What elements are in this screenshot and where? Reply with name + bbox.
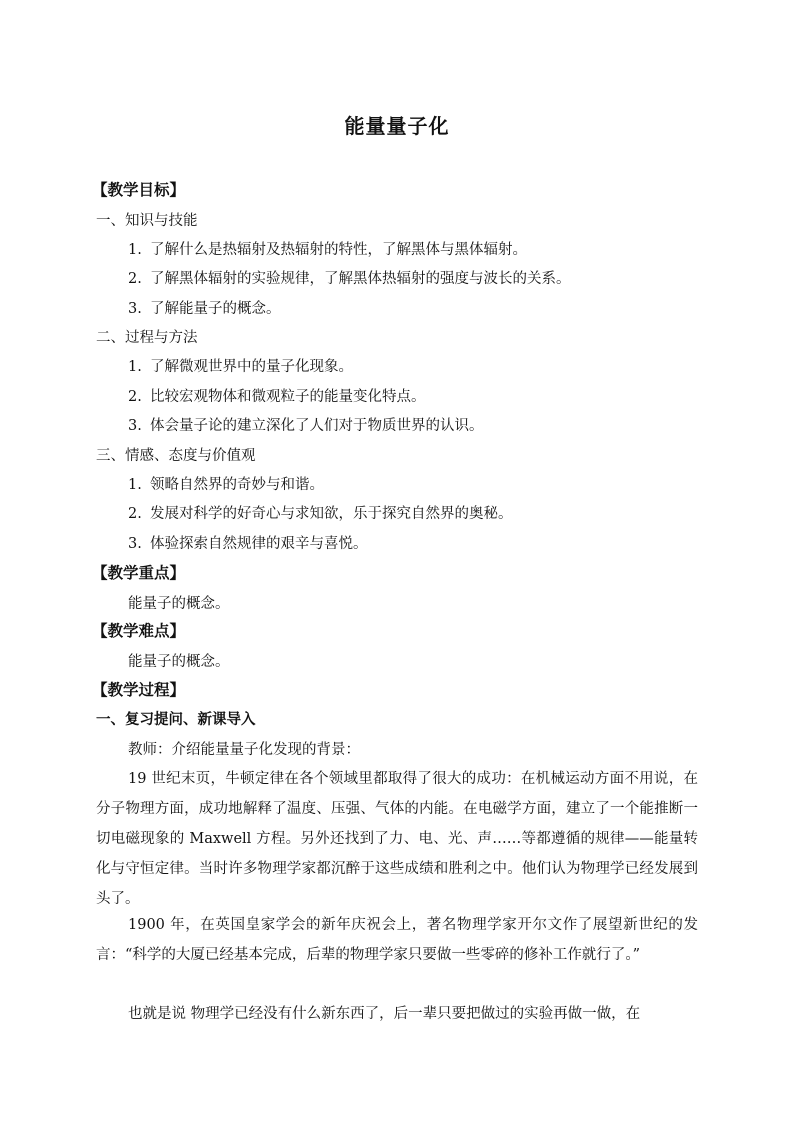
document-title: 能量量子化 <box>344 114 450 138</box>
background-paragraph-3: 也就是说 物理学已经没有什么新东西了，后一辈只要把做过的实验再做一做，在 <box>128 1006 641 1022</box>
goals-heading: 【教学目标】 <box>92 180 186 199</box>
goal-section-2-heading: 二、过程与方法 <box>96 330 198 346</box>
process-sub-heading: 一、复习提问、新课导入 <box>96 711 256 728</box>
goal-1-item-2 <box>128 269 571 289</box>
difficulty-text: 能量子的概念。 <box>128 654 230 670</box>
item-number: 3. <box>128 418 142 434</box>
item-number: 2. <box>128 506 142 522</box>
item-text: 比较宏观物体和微观粒子的能量变化特点。 <box>150 389 426 405</box>
goal-1-item-3 <box>128 299 281 319</box>
goal-3-item-3 <box>128 534 368 554</box>
key-point-heading: 【教学重点】 <box>92 563 186 582</box>
item-text: 发展对科学的好奇心与求知欲，乐于探究自然界的奥秘。 <box>150 506 513 522</box>
teacher-intro-line: 教师：介绍能量量子化发现的背景： <box>128 742 360 758</box>
item-text: 了解微观世界中的量子化现象。 <box>150 359 353 375</box>
goal-2-item-2 <box>128 387 426 407</box>
goal-2-item-1 <box>128 357 353 377</box>
background-paragraph-1: 19 世纪末页，牛顿定律在各个领域里都取得了很大的成功：在机械运动方面不用说，在分子物理方面，成功地解释了温度、压强、气体的内能。在电磁学方面，建立了一个能推断一切电磁现象的 Maxwell 方程。另外还找到了力、电、光、声……等都遵循的规律——能量转化与守恒定律。当时许多物理学家都沉醉于这些成绩和胜利之中。他们认为物理学已经发展到头了。 <box>96 771 698 907</box>
item-text: 了解黑体辐射的实验规律，了解黑体热辐射的强度与波长的关系。 <box>150 271 571 287</box>
item-text: 体验探索自然规律的艰辛与喜悦。 <box>150 536 368 552</box>
process-heading: 【教学过程】 <box>92 680 186 699</box>
item-number: 2. <box>128 389 142 405</box>
item-number: 1. <box>128 242 142 258</box>
item-text: 体会量子论的建立深化了人们对于物质世界的认识。 <box>150 418 484 434</box>
item-number: 3. <box>128 301 142 317</box>
goal-3-item-2 <box>128 504 513 524</box>
key-point-text: 能量子的概念。 <box>128 596 230 612</box>
goal-1-item-1 <box>128 240 527 260</box>
item-number: 2. <box>128 271 142 287</box>
item-text: 了解什么是热辐射及热辐射的特性，了解黑体与黑体辐射。 <box>150 242 527 258</box>
goal-section-3-heading: 三、情感、态度与价值观 <box>96 448 256 464</box>
goal-section-1-heading: 一、知识与技能 <box>96 213 198 229</box>
difficulty-heading: 【教学难点】 <box>92 621 186 640</box>
goal-2-item-3 <box>128 416 484 436</box>
goal-3-item-1 <box>128 475 324 495</box>
background-paragraph-2: 1900 年，在英国皇家学会的新年庆祝会上，著名物理学家开尔文作了展望新世纪的发言：“科学的大厦已经基本完成，后辈的物理学家只要做一些零碎的修补工作就行了。” <box>96 917 698 963</box>
item-text: 领略自然界的奇妙与和谐。 <box>150 477 324 493</box>
item-text: 了解能量子的概念。 <box>150 301 281 317</box>
item-number: 1. <box>128 477 142 493</box>
item-number: 3. <box>128 536 142 552</box>
item-number: 1. <box>128 359 142 375</box>
